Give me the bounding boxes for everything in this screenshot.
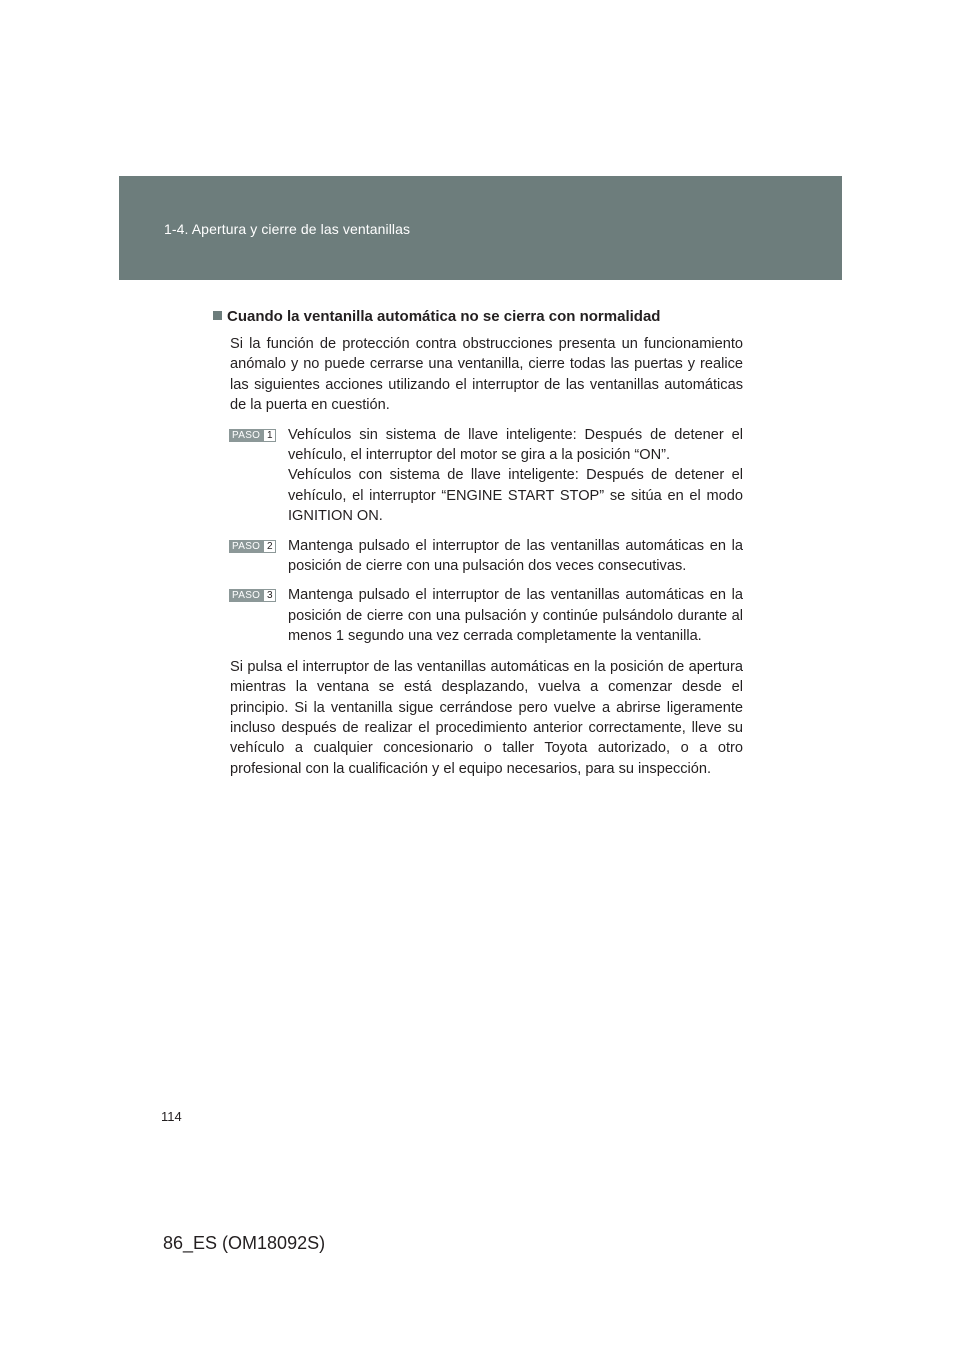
square-bullet-icon [213,311,222,320]
heading-text: Cuando la ventanilla automática no se cierra con normalidad [227,308,661,325]
section-heading [213,306,743,328]
page-number: 114 [161,1109,182,1124]
step-badge [229,540,276,553]
header-band [119,176,842,280]
step-text: Mantenga pulsado el interruptor de las ventanillas automáticas en la posición de cierre con una pulsación y continúe pulsándolo durante al menos 1 segundo una vez cerrada completamente la ventanilla. [288,587,743,645]
document-code: 86_ES (OM18092S) [163,1233,326,1253]
step-badge [229,429,276,442]
step-number: 2 [263,540,276,553]
step-3 [213,585,743,646]
step-1 [213,425,743,527]
section-title: 1-4. Apertura y cierre de las ventanillas [164,221,411,237]
step-label: PASO [229,540,263,553]
step-label: PASO [229,429,263,442]
step-text: Mantenga pulsado el interruptor de las ventanillas automáticas en la posición de cierre con una pulsación dos veces consecutivas. [288,537,743,575]
step-text: Vehículos con sistema de llave inteligente: Después de detener el vehículo, el interruptor “ENGINE START STOP” se sitúa en el modo IGNITION ON. [288,467,743,525]
closing-paragraph: Si pulsa el interruptor de las ventanillas automáticas en la posición de apertura mientras la ventana se está desplazando, vuelva a comenzar desde el principio. Si la ventanilla sigue cerrándose pero vuelve a abrirse ligeramente incluso después de realizar el procedimiento anterior correctamente, lleve su vehículo a cualquier concesionario o taller Toyota autorizado, o a otro profesional con la cualificación y el equipo necesarios, para su inspección. [230,658,743,777]
step-label: PASO [229,589,263,602]
step-badge [229,589,276,602]
intro-paragraph: Si la función de protección contra obstrucciones presenta un funcionamiento anómalo y no puede cerrarse una ventanilla, cierre todas las puertas y realice las siguientes acciones utilizando el interruptor de las ventanillas automáticas de la puerta en cuestión. [230,336,743,414]
step-text: Vehículos sin sistema de llave inteligente: Después de detener el vehículo, el interruptor del motor se gira a la posición “ON”. [288,426,743,464]
content [213,306,743,779]
step-number: 3 [263,589,276,602]
step-2 [213,536,743,577]
step-number: 1 [263,429,276,442]
